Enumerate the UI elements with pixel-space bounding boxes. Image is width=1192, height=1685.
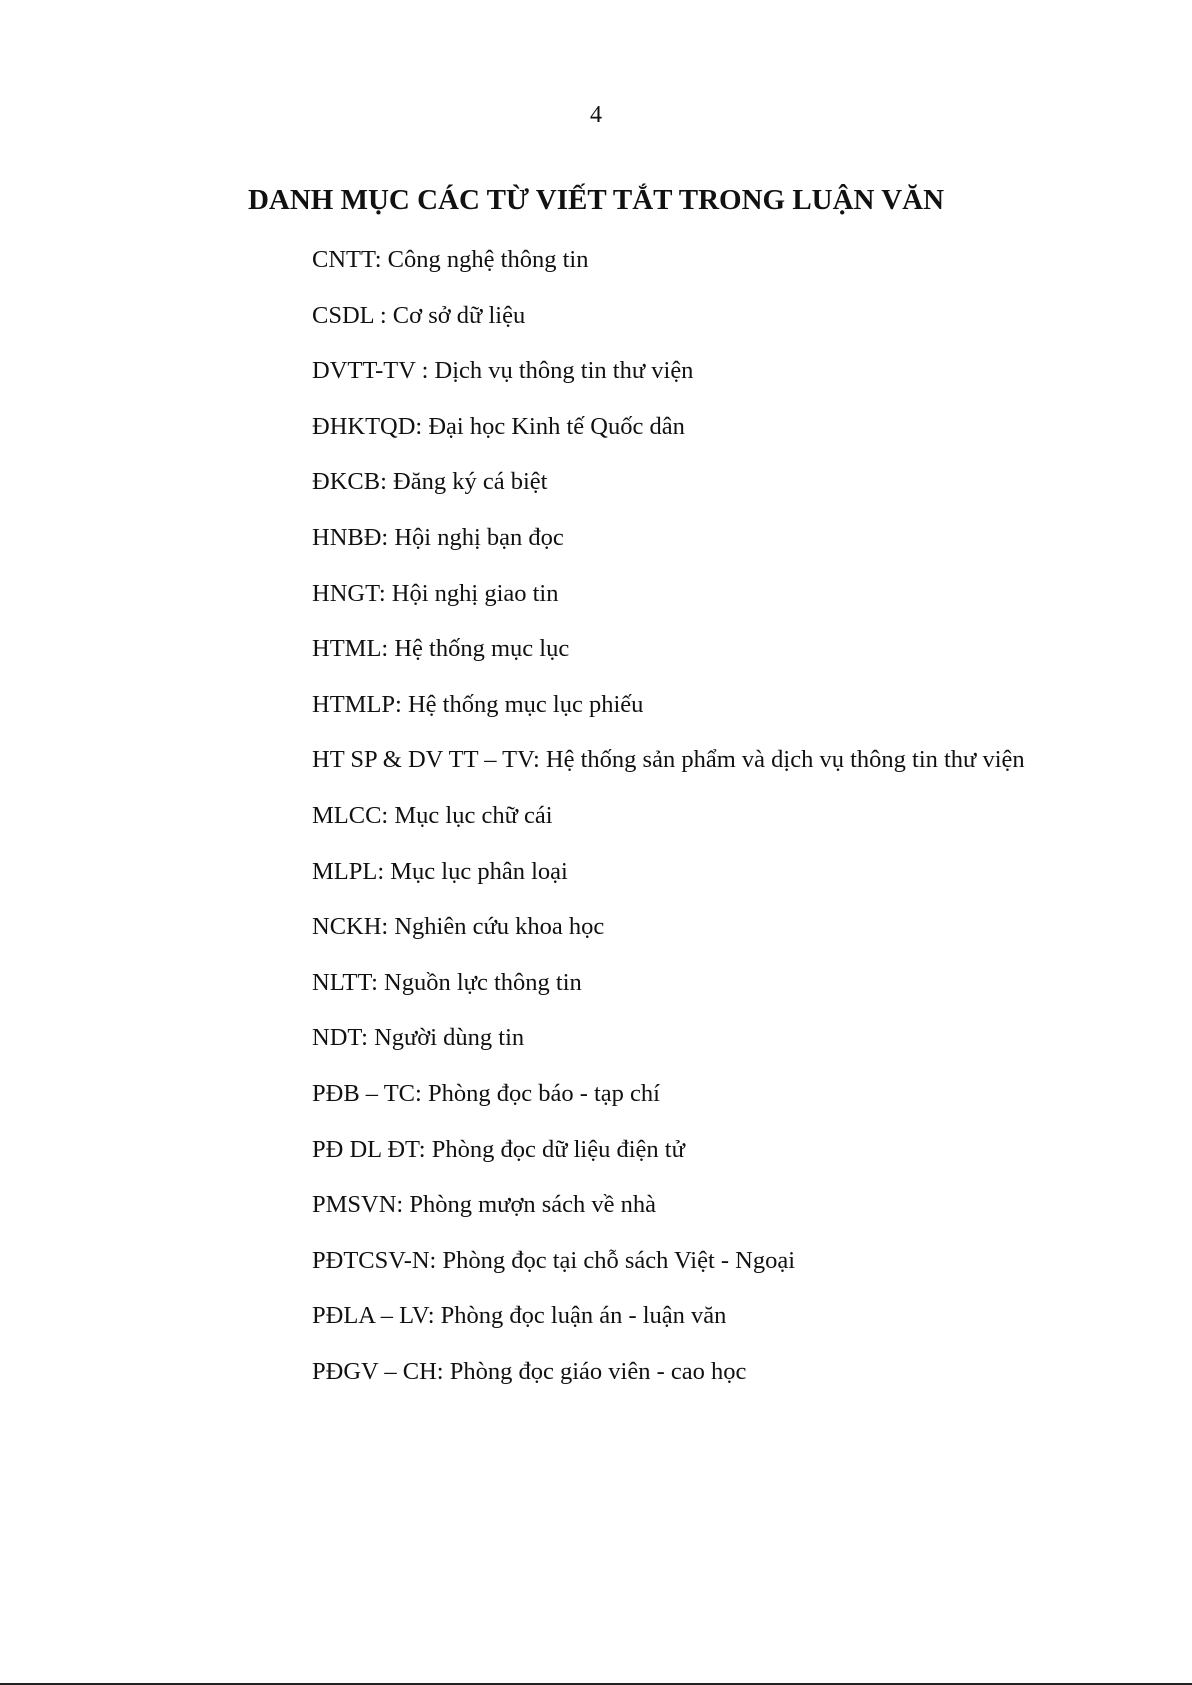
abbreviation-item: ĐKCB: Đăng ký cá biệt	[312, 468, 548, 496]
abbreviation-item: ĐHKTQD: Đại học Kinh tế Quốc dân	[312, 412, 685, 440]
abbreviation-item: NCKH: Nghiên cứu khoa học	[312, 913, 605, 941]
abbreviation-item: HT SP & DV TT – TV: Hệ thống sản phẩm và dịch vụ thông tin thư viện	[312, 746, 1025, 774]
abbreviation-item: MLPL: Mục lục phân loại	[312, 857, 568, 885]
abbreviation-item: NDT: Người dùng tin	[312, 1024, 525, 1052]
abbreviation-item: DVTT-TV : Dịch vụ thông tin thư viện	[312, 357, 694, 385]
page-number: 4	[590, 102, 602, 128]
abbreviation-item: CSDL : Cơ sở dữ liệu	[312, 301, 526, 329]
abbreviation-item: PĐGV – CH: Phòng đọc giáo viên - cao học	[312, 1357, 747, 1385]
page-title: DANH MỤC CÁC TỪ VIẾT TẮT TRONG LUẬN VĂN	[247, 184, 945, 216]
abbreviation-item: HNGT: Hội nghị giao tin	[312, 579, 559, 607]
abbreviation-item: PĐTCSV-N: Phòng đọc tại chỗ sách Việt - Ngoại	[312, 1246, 796, 1274]
abbreviation-item: MLCC: Mục lục chữ cái	[312, 801, 553, 829]
abbreviation-item: CNTT: Công nghệ thông tin	[312, 246, 589, 273]
abbreviation-item: HNBĐ: Hội nghị bạn đọc	[312, 523, 564, 551]
abbreviation-item: PĐB – TC: Phòng đọc báo - tạp chí	[312, 1079, 660, 1107]
abbreviation-item: PMSVN: Phòng mượn sách về nhà	[312, 1191, 657, 1219]
abbreviation-item: NLTT: Nguồn lực thông tin	[312, 968, 582, 996]
abbreviation-item: PĐLA – LV: Phòng đọc luận án - luận văn	[312, 1302, 727, 1330]
abbreviation-item: HTML: Hệ thống mục lục	[312, 635, 570, 663]
abbreviation-item: HTMLP: Hệ thống mục lục phiếu	[312, 690, 644, 718]
abbreviation-list	[312, 239, 1172, 1406]
abbreviation-item: PĐ DL ĐT: Phòng đọc dữ liệu điện tử	[312, 1135, 685, 1163]
